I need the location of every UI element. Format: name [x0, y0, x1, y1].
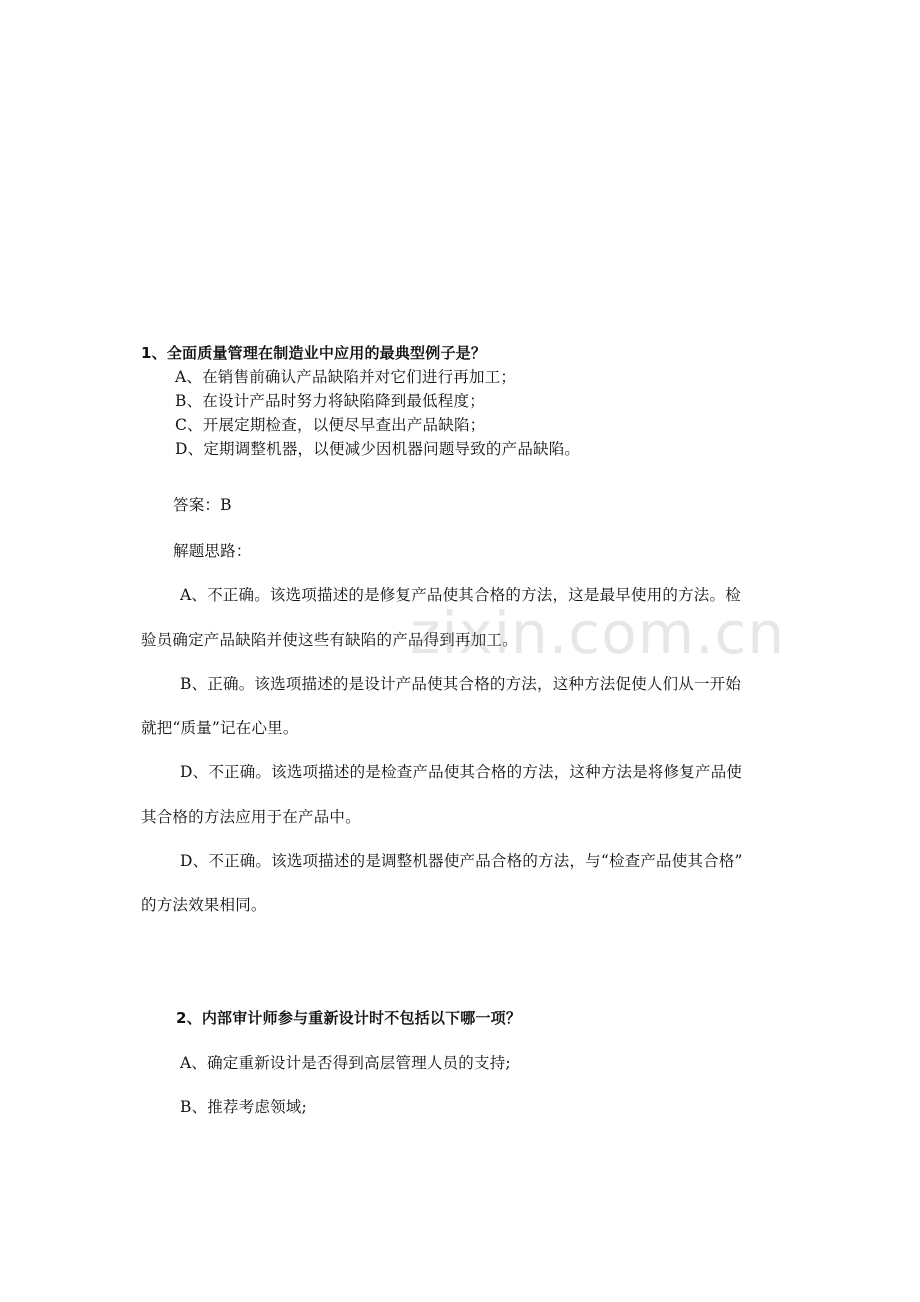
watermark-logo: zixin.com.cn [410, 599, 786, 667]
question-1-answer: 答案：B [173, 496, 232, 514]
question-1-option-a: A、在销售前确认产品缺陷并对它们进行再加工； [175, 368, 517, 386]
analysis-line: D、不正确。该选项描述的是检查产品使其合格的方法，这种方法是将修复产品使 [180, 763, 743, 781]
analysis-line: A、不正确。该选项描述的是修复产品使其合格的方法，这是最早使用的方法。检 [180, 586, 741, 604]
analysis-line: D、不正确。该选项描述的是调整机器使产品合格的方法，与“检查产品使其合格” [180, 852, 743, 870]
question-1-option-c: C、开展定期检查，以便尽早查出产品缺陷； [175, 416, 486, 434]
question-1-option-b: B、在设计产品时努力将缺陷降到最低程度； [175, 392, 485, 410]
analysis-line: 其合格的方法应用于在产品中。 [141, 808, 361, 826]
analysis-line: B、正确。该选项描述的是设计产品使其合格的方法，这种方法促使人们从一开始 [180, 675, 742, 693]
question-1-analysis-title: 解题思路： [173, 542, 252, 560]
analysis-line: 的方法效果相同。 [141, 896, 267, 914]
analysis-line: 验员确定产品缺陷并使这些有缺陷的产品得到再加工。 [141, 631, 518, 649]
question-1-option-d: D、定期调整机器，以便减少因机器问题导致的产品缺陷。 [175, 440, 581, 458]
question-2-title: 2、内部审计师参与重新设计时不包括以下哪一项？ [176, 1009, 522, 1027]
question-2-option-a: A、确定重新设计是否得到高层管理人员的支持; [180, 1054, 511, 1072]
analysis-line: 就把“质量”记在心里。 [141, 719, 299, 737]
question-2-option-b: B、推荐考虑领域; [180, 1098, 307, 1116]
question-1-title: 1、全面质量管理在制造业中应用的最典型例子是？ [141, 344, 487, 362]
